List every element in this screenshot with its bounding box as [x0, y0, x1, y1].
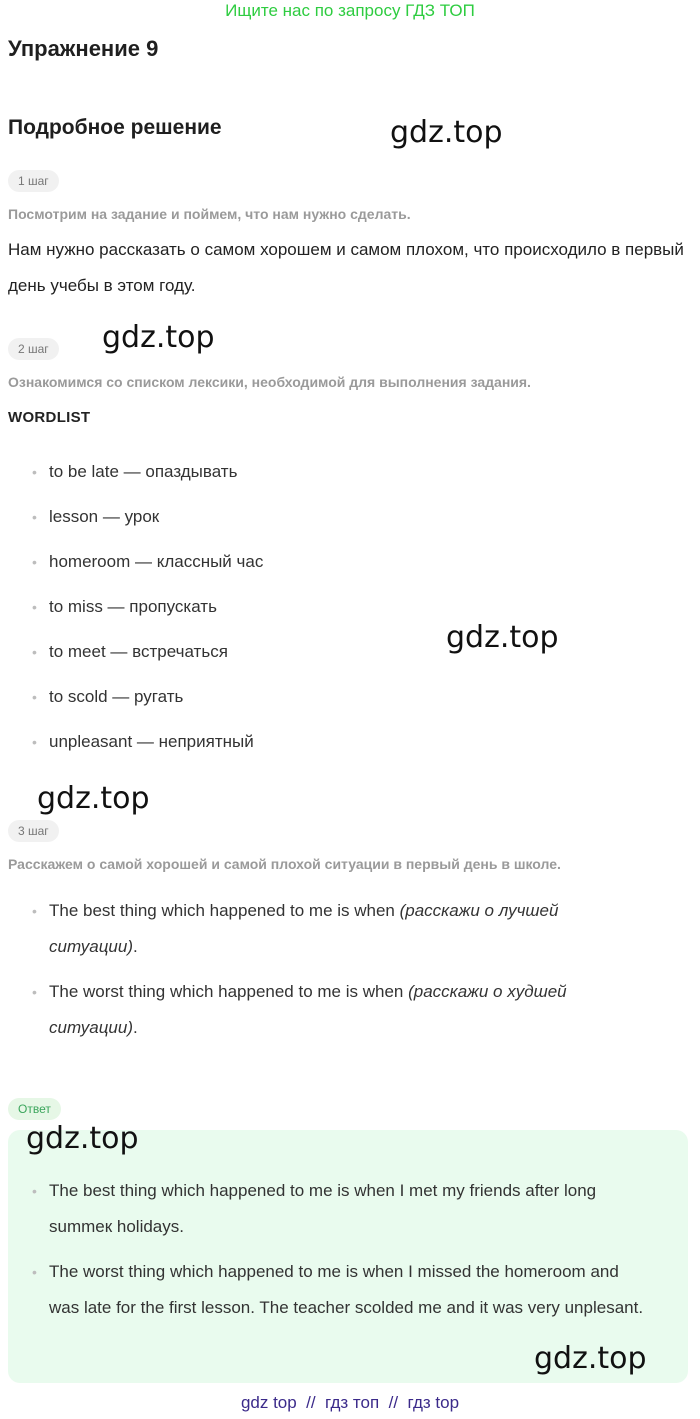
bullet-icon: • — [32, 1264, 37, 1280]
search-banner: Ищите нас по запросу ГДЗ ТОП — [225, 1, 475, 20]
solution-title: Подробное решение — [8, 116, 222, 139]
bullet-icon: • — [32, 1183, 37, 1199]
step-1-section — [8, 170, 59, 192]
step-2-hint: Ознакомимся со списком лексики, необходимой для выполнения задания. — [8, 374, 531, 390]
bullet-icon: • — [32, 734, 37, 750]
step-3-badge: 3 шаг — [8, 820, 59, 842]
watermark: gdz.top — [446, 620, 559, 655]
watermark: gdz.top — [534, 1341, 647, 1376]
step-1-badge: 1 шаг — [8, 170, 59, 192]
bullet-icon: • — [32, 464, 37, 480]
list-item: • The worst thing which happened to me is when (расскажи о худшей ситуации). — [8, 974, 648, 1046]
bullet-icon: • — [32, 554, 37, 570]
list-item: • homeroom — классный час — [8, 548, 688, 593]
answer-section — [8, 1098, 61, 1120]
wordlist — [8, 458, 688, 773]
bullet-icon: • — [32, 599, 37, 615]
step-3-list — [8, 893, 648, 1055]
list-item: • The worst thing which happened to me is when I missed the homeroom and was late for the first lesson. The teacher scolded me and it was very unplesant. — [8, 1254, 648, 1326]
list-item: • The best thing which happened to me is when (расскажи о лучшей ситуации). — [8, 893, 648, 965]
step-1-hint: Посмотрим на задание и поймем, что нам нужно сделать. — [8, 206, 411, 222]
exercise-title: Упражнение 9 — [8, 36, 159, 61]
list-item: • unpleasant — неприятный — [8, 728, 688, 773]
watermark: gdz.top — [390, 115, 503, 150]
bullet-icon: • — [32, 689, 37, 705]
step-2-section — [8, 338, 59, 360]
bullet-icon: • — [32, 644, 37, 660]
watermark: gdz.top — [102, 320, 215, 355]
list-item: • to be late — опаздывать — [8, 458, 688, 503]
list-item: • to miss — пропускать — [8, 593, 688, 638]
list-item: • to meet — встречаться — [8, 638, 688, 683]
list-item: • to scold — ругать — [8, 683, 688, 728]
answer-badge: Ответ — [8, 1098, 61, 1120]
step-3-section — [8, 820, 59, 842]
footer-links: gdz top // гдз топ // гдз top — [240, 1393, 460, 1412]
watermark: gdz.top — [26, 1121, 139, 1156]
step-1-text: Нам нужно рассказать о самом хорошем и самом плохом, что происходило в первый день учебы в этом году. — [8, 240, 684, 295]
bullet-icon: • — [32, 984, 37, 1000]
bullet-icon: • — [32, 903, 37, 919]
step-3-hint: Расскажем о самой хорошей и самой плохой ситуации в первый день в школе. — [8, 856, 561, 872]
answer-list — [8, 1173, 648, 1335]
watermark: gdz.top — [37, 781, 150, 816]
list-item: • The best thing which happened to me is when I met my friends after long summeк holidays. — [8, 1173, 648, 1245]
list-item: • lesson — урок — [8, 503, 688, 548]
wordlist-title: WORDLIST — [8, 409, 91, 426]
bullet-icon: • — [32, 509, 37, 525]
step-2-badge: 2 шаг — [8, 338, 59, 360]
